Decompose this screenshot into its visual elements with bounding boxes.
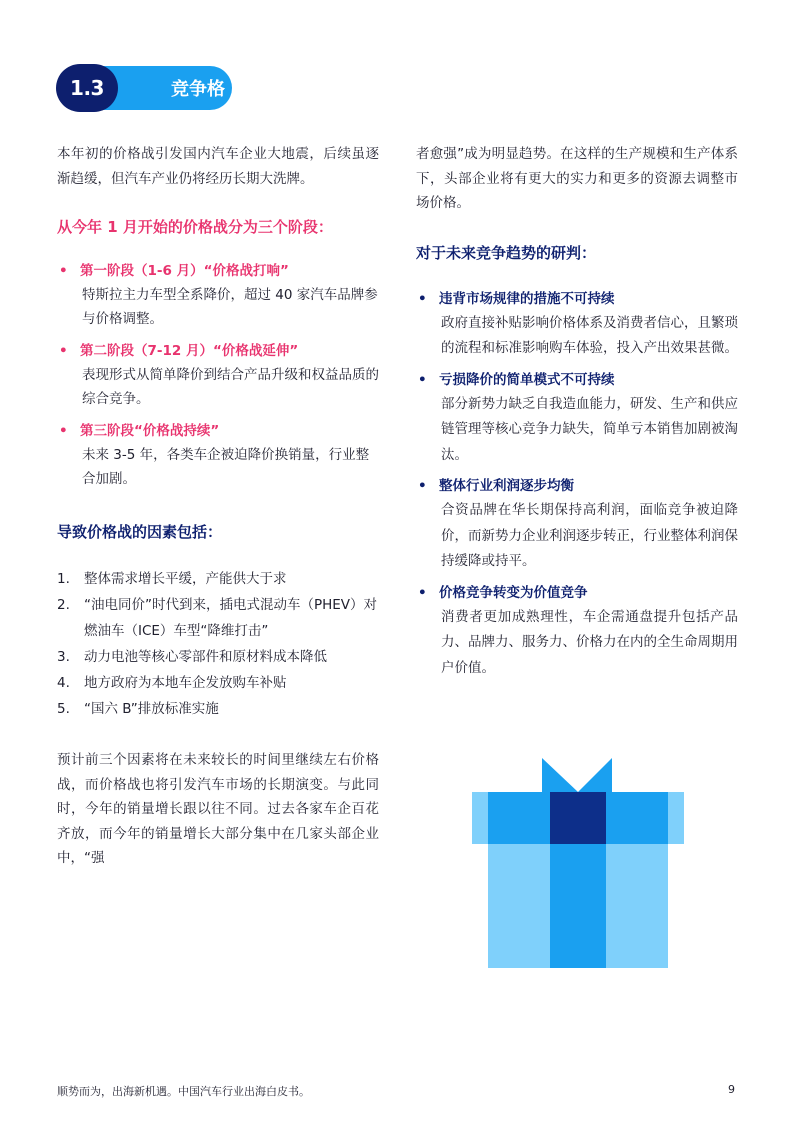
phase-title: • 第一阶段（1-6 月）“价格战打响” xyxy=(57,259,379,283)
phase-item xyxy=(57,339,379,411)
phase-item xyxy=(57,259,379,331)
phase-item xyxy=(57,419,379,491)
section-number: 1.3 xyxy=(56,64,118,112)
trend-description: 消费者更加成熟理性，车企需通盘提升包括产品力、品牌力、服务力、价格力在内的全生命周期用户价值。 xyxy=(441,608,738,676)
phase-description: 未来 3-5 年，各类车企被迫降价换销量，行业整合加剧。 xyxy=(82,447,370,487)
trend-description: 政府直接补贴影响价格体系及消费者信心，且繁琐的流程和标准影响购车体验，投入产出效果甚微。 xyxy=(441,314,738,356)
gift-box-icon xyxy=(472,758,684,968)
bullet-icon: • xyxy=(59,343,68,359)
trend-description: 合资品牌在华长期保持高利润，面临竞争被迫降价，而新势力企业利润逐步转正，行业整体利润保持缓降或持平。 xyxy=(441,502,738,569)
section-title: 竞争格局 xyxy=(171,79,225,144)
list-item: 4. 地方政府为本地车企发放购车补贴 xyxy=(57,675,287,691)
list-item: 3. 动力电池等核心零部件和原材料成本降低 xyxy=(57,649,327,665)
trend-item xyxy=(416,474,738,575)
bullet-icon: • xyxy=(418,290,427,307)
phase-description: 表现形式从简单降价到结合产品升级和权益品质的综合竞争。 xyxy=(82,367,379,407)
trend-item xyxy=(416,287,738,362)
trend-title: • 亏损降价的简单模式不可持续 xyxy=(416,368,738,392)
list-item: 5. “国六 B”排放标准实施 xyxy=(57,701,219,717)
footer-tagline: 顺势而为，出海新机遇。中国汽车行业出海白皮书。 xyxy=(57,1085,310,1098)
right-column xyxy=(416,142,738,681)
section-badge xyxy=(56,64,232,144)
bullet-icon: • xyxy=(418,584,427,601)
factors-heading: 导致价格战的因素包括： xyxy=(57,523,223,541)
trends-heading: 对于未来竞争趋势的研判： xyxy=(416,243,597,262)
bullet-icon: • xyxy=(418,478,427,494)
phase-title: • 第二阶段（7-12 月）“价格战延伸” xyxy=(57,339,379,363)
page-number: 9 xyxy=(728,1083,735,1096)
trend-description: 部分新势力缺乏自我造血能力，研发、生产和供应链管理等核心竞争力缺失，简单亏本销售加剧被淘汰。 xyxy=(441,395,738,463)
list-item: 2. “油电同价”时代到来，插电式混动车（PHEV）对燃油车（ICE）车型“降维打击” xyxy=(57,597,378,639)
closing-paragraph: 预计前三个因素将在未来较长的时间里继续左右价格战，而价格战也将引发汽车市场的长期演变。与此同时，今年的销量增长跟以往不同。过去各家车企百花齐放，而今年的销量增长大部分集中在几家头部企业中，“强 xyxy=(57,752,379,866)
trend-title: • 违背市场规律的措施不可持续 xyxy=(416,287,738,311)
bullet-icon: • xyxy=(59,423,68,439)
trend-title: • 价格竞争转变为价值竞争 xyxy=(416,581,738,605)
trend-item xyxy=(416,368,738,469)
trend-list xyxy=(416,287,738,682)
phase-description: 特斯拉主力车型全系降价，超过 40 家汽车品牌参与价格调整。 xyxy=(82,287,378,327)
phase-list xyxy=(57,259,379,491)
bullet-icon: • xyxy=(418,371,427,388)
continuation-paragraph: 者愈强”成为明显趋势。在这样的生产规模和生产体系下，头部企业将有更大的实力和更多的资源去调整市场价格。 xyxy=(416,146,738,211)
trend-title: • 整体行业利润逐步均衡 xyxy=(416,474,738,498)
phases-heading: 从今年 1 月开始的价格战分为三个阶段： xyxy=(57,218,333,236)
left-column xyxy=(57,142,379,871)
intro-paragraph: 本年初的价格战引发国内汽车企业大地震，后续虽逐渐趋缓，但汽车产业仍将经历长期大洗牌。 xyxy=(57,146,379,187)
list-item: 1. 整体需求增长平缓，产能供大于求 xyxy=(57,571,287,587)
phase-title: • 第三阶段“价格战持续” xyxy=(57,419,379,443)
trend-item xyxy=(416,581,738,682)
bullet-icon: • xyxy=(59,263,68,279)
factor-list xyxy=(57,566,379,722)
